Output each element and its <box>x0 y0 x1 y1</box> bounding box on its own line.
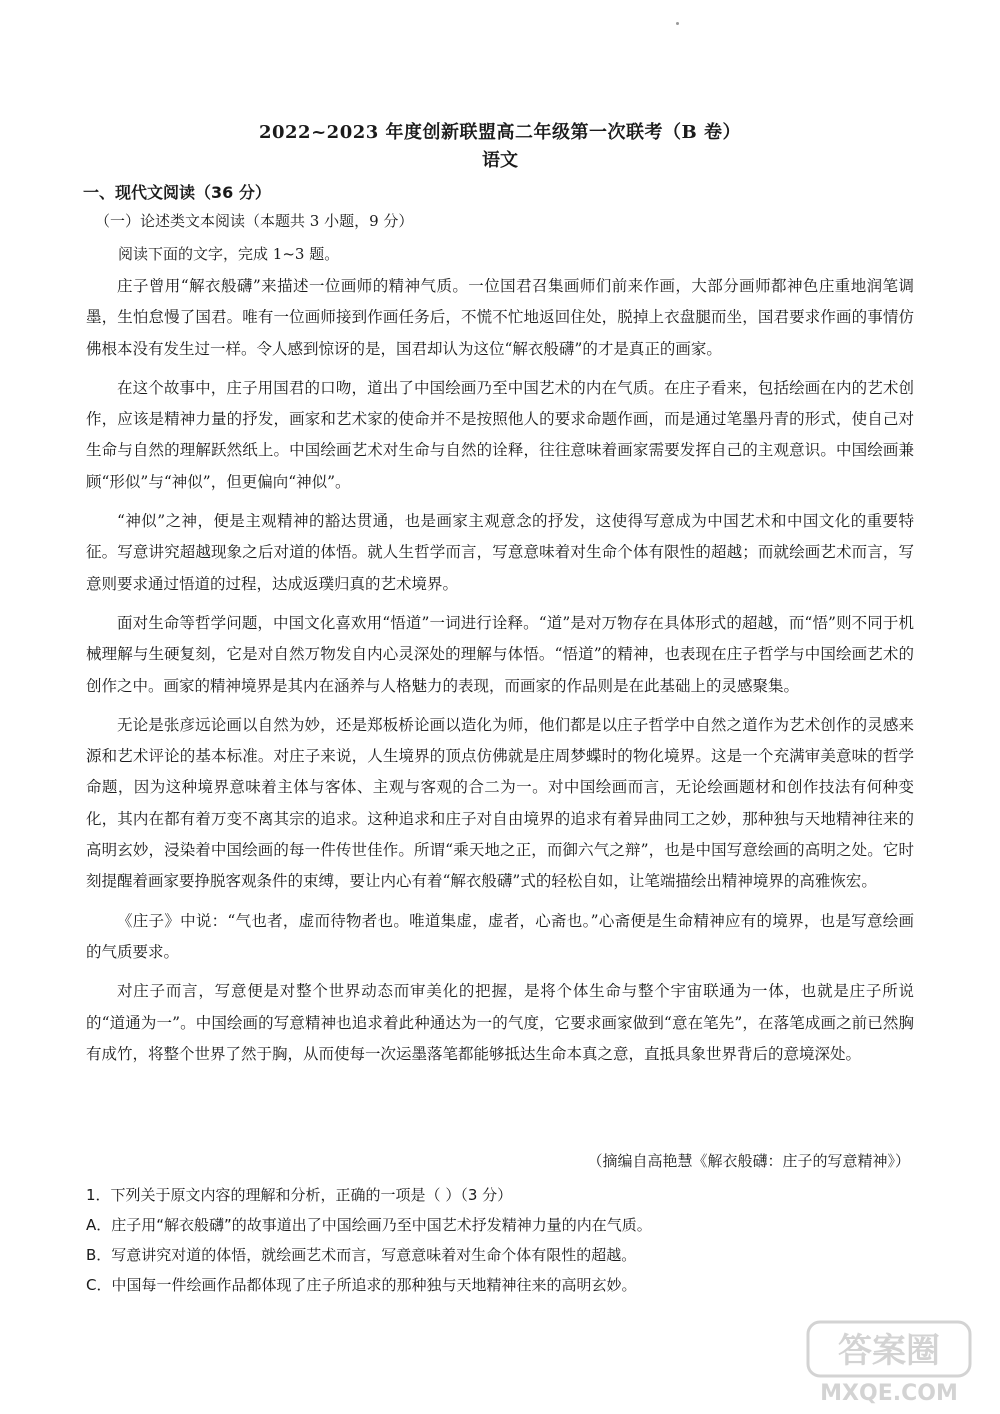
reading-passage <box>86 271 914 1078</box>
passage-paragraph: 在这个故事中，庄子用国君的口吻，道出了中国绘画乃至中国艺术的内在气质。在庄子看来，包括绘画在内的艺术创作，应该是精神力量的抒发，画家和艺术家的使命并不是按照他人的要求命题作画，而是通过笔墨丹青的形式，使自己对生命与自然的理解跃然纸上。中国绘画艺术对生命与自然的诠释，往往意味着画家需要发挥自己的主观意识。中国绘画兼顾“形似”与“神似”，但更偏向“神似”。 <box>86 378 914 491</box>
reading-instruction: 阅读下面的文字，完成 1~3 题。 <box>118 245 340 263</box>
exam-title: 2022~2023 年度创新联盟高二年级第一次联考（B 卷） <box>258 122 742 143</box>
question-stem: 1．下列关于原文内容的理解和分析，正确的一项是（ ）（3 分） <box>86 1186 513 1204</box>
watermark-url: MXQE.COM <box>820 1381 958 1406</box>
passage-paragraph: 面对生命等哲学问题，中国文化喜欢用“悟道”一词进行诠释。“道”是对万物存在具体形式的超越，而“悟”则不同于机械理解与生硬复刻，它是对自然万物发自内心灵深处的理解与体悟。“悟道”的精神，也表现在庄子哲学与中国绘画艺术的创作之中。画家的精神境界是其内在涵养与人格魅力的表现，而画家的作品则是在此基础上的灵感聚集。 <box>86 613 914 695</box>
passage-paragraph: “神似”之神，便是主观精神的豁达贯通，也是画家主观意念的抒发，这使得写意成为中国艺术和中国文化的重要特征。写意讲究超越现象之后对道的体悟。就人生哲学而言，写意意味着对生命个体有限性的超越；而就绘画艺术而言，写意则要求通过悟道的过程，达成返璞归真的艺术境界。 <box>86 512 914 593</box>
scan-dot <box>676 22 679 25</box>
sub-section-heading: （一）论述类文本阅读（本题共 3 小题，9 分） <box>95 212 414 230</box>
option-c: C．中国每一件绘画作品都体现了庄子所追求的那种独与天地精神往来的高明玄妙。 <box>86 1276 637 1294</box>
option-a: A．庄子用“解衣般礴”的故事道出了中国绘画乃至中国艺术抒发精神力量的内在气质。 <box>86 1216 652 1234</box>
passage-paragraph: 《庄子》中说：“气也者，虚而待物者也。唯道集虚，虚者，心斋也。”心斋便是生命精神应有的境界，也是写意绘画的气质要求。 <box>86 911 914 961</box>
section-heading: 一、现代文阅读（36 分） <box>83 183 271 202</box>
watermark-logo-icon <box>804 1316 974 1406</box>
subject-title: 语文 <box>482 150 518 171</box>
passage-paragraph: 对庄子而言，写意便是对整个世界动态而审美化的把握，是将个体生命与整个宇宙联通为一体，也就是庄子所说的“道通为一”。中国绘画的写意精神也追求着此种通达为一的气度，它要求画家做到“意在笔先”，在落笔成画之前已然胸有成竹，将整个世界了然于胸，从而使每一次运墨落笔都能够抵达生命本真之意，直抵具象世界背后的意境深处。 <box>86 982 914 1063</box>
watermark-text: 答案圈 <box>838 1331 940 1371</box>
passage-paragraph: 无论是张彦远论画以自然为妙，还是郑板桥论画以造化为师，他们都是以庄子哲学中自然之道作为艺术创作的灵感来源和艺术评论的基本标准。对庄子来说，人生境界的顶点仿佛就是庄周梦蝶时的物化境界。这是一个充满审美意味的哲学命题，因为这种境界意味着主体与客体、主观与客观的合二为一。对中国绘画而言，无论绘画题材和创作技法有何种变化，其内在都有着万变不离其宗的追求。这种追求和庄子对自由境界的追求有着异曲同工之妙，那种独与天地精神往来的高明玄妙，浸染着中国绘画的每一件传世佳作。所谓“乘天地之正，而御六气之辩”，也是中国写意绘画的高明之处。它时刻提醒着画家要挣脱客观条件的束缚，要让内心有着“解衣般礴”式的轻松自如，让笔端描绘出精神境界的高雅恢宏。 <box>86 715 914 891</box>
option-b: B．写意讲究对道的体悟，就绘画艺术而言，写意意味着对生命个体有限性的超越。 <box>86 1246 637 1264</box>
question-1 <box>86 1180 914 1300</box>
passage-source: （摘编自高艳慧《解衣般礴：庄子的写意精神》） <box>587 1152 910 1170</box>
passage-paragraph: 庄子曾用“解衣般礴”来描述一位画师的精神气质。一位国君召集画师们前来作画，大部分画师都神色庄重地润笔调墨，生怕怠慢了国君。唯有一位画师接到作画任务后，不慌不忙地返回住处，脱掉上衣盘腿而坐，国君要求作画的事情仿佛根本没有发生过一样。令人感到惊讶的是，国君却认为这位“解衣般礴”的才是真正的画家。 <box>86 277 914 358</box>
